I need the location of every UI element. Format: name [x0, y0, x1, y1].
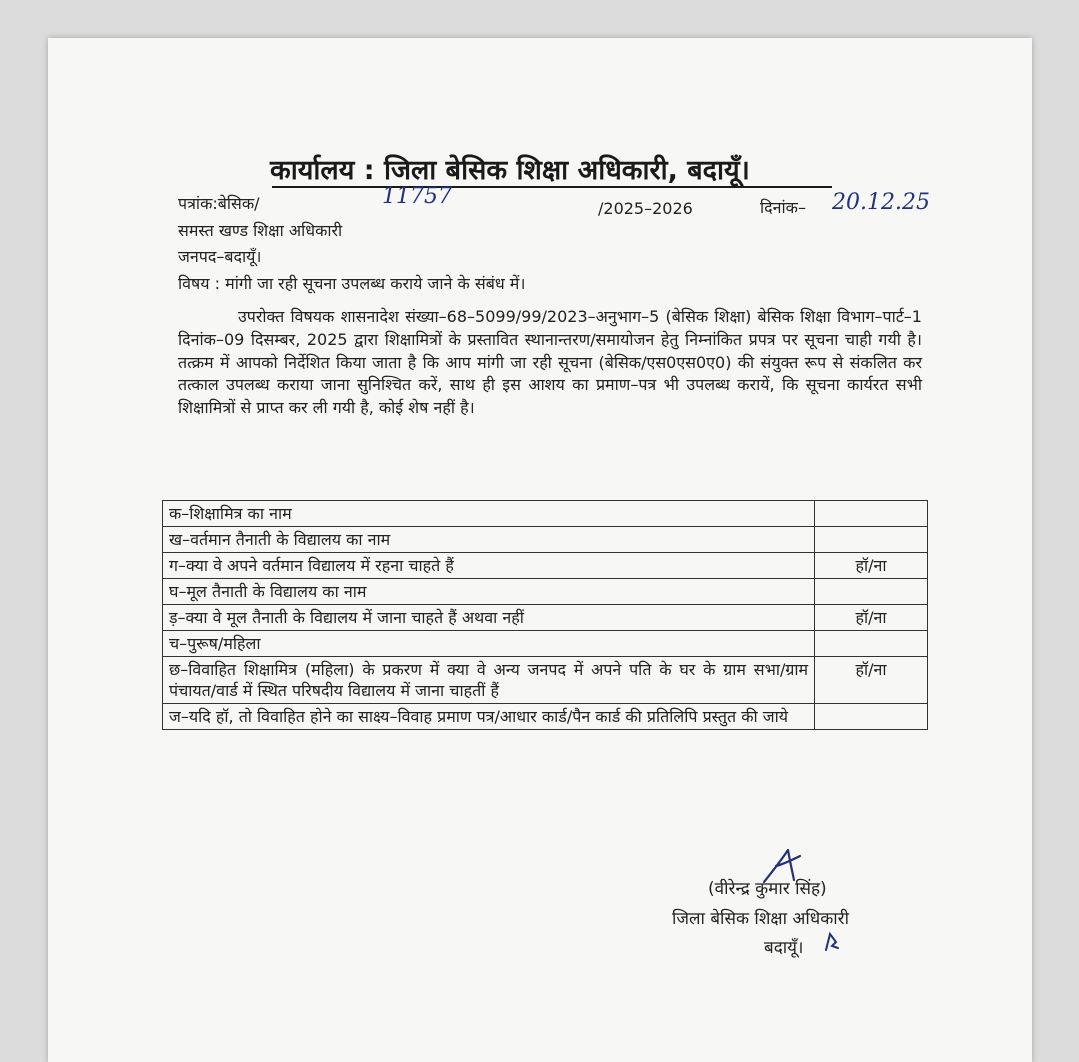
form-question-cell: ग–क्या वे अपने वर्तमान विद्यालय में रहना चाहते हैं	[163, 553, 815, 579]
body-paragraph: उपरोक्त विषयक शासनादेश संख्या–68–5099/99/2023–अनुभाग–5 (बेसिक शिक्षा) बेसिक शिक्षा विभाग–पार्ट–1 दिनांक–09 दिसम्बर, 2025 द्वारा शिक्षामित्रों के प्रस्तावित स्थानान्तरण/समायोजन हेतु निम्नांकित प्रपत्र पर सूचना चाही गयी है। तत्क्रम में आपको निर्देशित किया जाता है कि आप मांगी जा रही सूचना (बेसिक/एस0एस0ए0) की संयुक्त रूप से संकलित कर तत्काल उपलब्ध कराया जाना सुनिश्चित करें, साथ ही इस आशय का प्रमाण–पत्र भी उपलब्ध करायें, कि सूचना कार्यरत सभी शिक्षामित्रों से प्राप्त कर ली गयी है, कोई शेष नहीं है।	[178, 307, 922, 418]
form-answer-cell	[815, 527, 928, 553]
form-answer-cell: हॉ/ना	[815, 657, 928, 704]
form-answer-cell	[815, 631, 928, 657]
form-question-cell: ख–वर्तमान तैनाती के विद्यालय का नाम	[163, 527, 815, 553]
title-underline	[272, 186, 832, 188]
addressee-line-2: जनपद–बदायूँ।	[178, 247, 262, 266]
form-question-cell: क–शिक्षामित्र का नाम	[163, 501, 815, 527]
form-answer-cell	[815, 704, 928, 730]
form-row	[163, 553, 928, 579]
form-question-cell: घ–मूल तैनाती के विद्यालय का नाम	[163, 579, 815, 605]
form-row	[163, 657, 928, 704]
form-row	[163, 704, 928, 730]
form-answer-cell: हॉ/ना	[815, 605, 928, 631]
information-form-table	[162, 500, 928, 730]
office-title: कार्यालय : जिला बेसिक शिक्षा अधिकारी, बदायूँ।	[270, 155, 750, 186]
letter-body	[178, 306, 922, 420]
form-question-cell: ड़–क्या वे मूल तैनाती के विद्यालय में जाना चाहते हैं अथवा नहीं	[163, 605, 815, 631]
form-question-cell: छ–विवाहित शिक्षामित्र (महिला) के प्रकरण में क्या वे अन्य जनपद में अपने पति के घर के ग्राम सभा/ग्राम पंचायत/वार्ड में स्थित परिषदीय विद्यालय में जाना चाहतीं हैं	[163, 657, 815, 704]
ref-label: पत्रांक:बेसिक/	[178, 194, 260, 213]
form-row	[163, 527, 928, 553]
form-row	[163, 631, 928, 657]
form-answer-cell	[815, 501, 928, 527]
handwritten-date: 20.12.25	[832, 190, 930, 215]
signatory-name: (वीरेन्द्र कुमार सिंह)	[708, 879, 827, 899]
form-question-cell: च–पुरूष/महिला	[163, 631, 815, 657]
initial-mark	[822, 930, 842, 952]
form-answer-cell	[815, 579, 928, 605]
form-row	[163, 605, 928, 631]
signatory-designation: जिला बेसिक शिक्षा अधिकारी	[672, 909, 850, 929]
date-label: दिनांक–	[760, 198, 806, 217]
form-row	[163, 501, 928, 527]
form-row	[163, 579, 928, 605]
handwritten-ref-number: 11757	[382, 184, 452, 209]
signatory-place: बदायूँ।	[764, 938, 804, 958]
form-answer-cell: हॉ/ना	[815, 553, 928, 579]
addressee-line-1: समस्त खण्ड शिक्षा अधिकारी	[178, 221, 343, 240]
session-year: /2025–2026	[598, 199, 693, 218]
subject-line: विषय : मांगी जा रही सूचना उपलब्ध कराये जाने के संबंध में।	[178, 274, 526, 293]
form-question-cell: ज–यदि हॉ, तो विवाहित होने का साक्ष्य–विवाह प्रमाण पत्र/आधार कार्ड/पैन कार्ड की प्रतिलिपि प्रस्तुत की जाये	[163, 704, 815, 730]
